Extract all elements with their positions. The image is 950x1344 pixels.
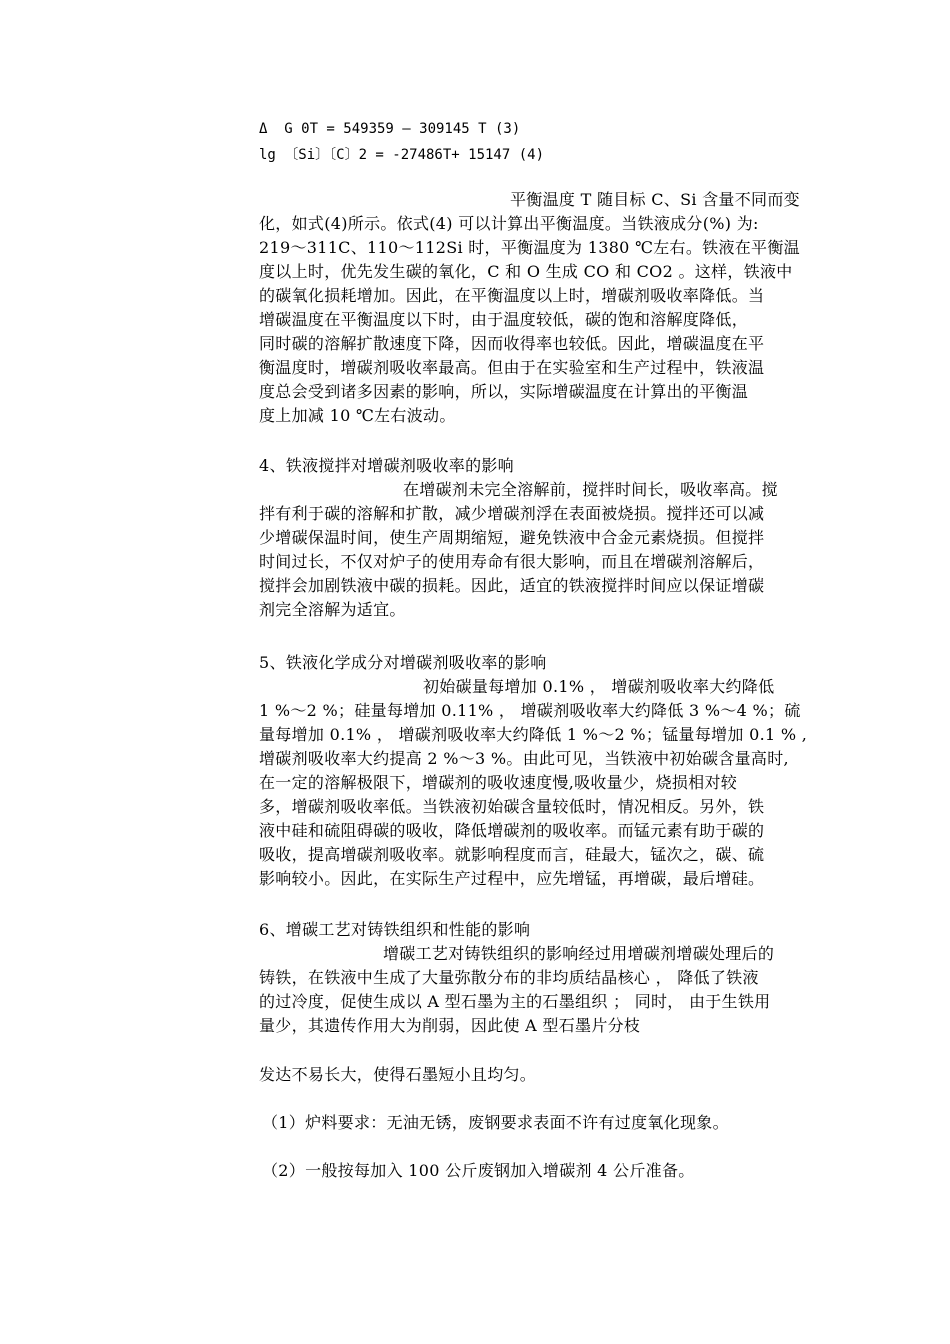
section-heading-5: 5、铁液化学成分对增碳剂吸收率的影响 xyxy=(259,653,547,672)
paragraph-line: 增碳剂吸收率大约提高 2 %～3 %。由此可见，当铁液中初始碳含量高时, xyxy=(259,749,789,768)
paragraph-line: 量少，其遗传作用大为削弱，因此使 A 型石墨片分枝 xyxy=(259,1016,641,1035)
list-item: （2）一般按每加入 100 公斤废钢加入增碳剂 4 公斤准备。 xyxy=(262,1161,695,1180)
paragraph-line: 1 %～2 %；硅量每增加 0.11% ， 增碳剂吸收率大约降低 3 %～4 %；硫 xyxy=(259,701,801,720)
paragraph-line: 剂完全溶解为适宜。 xyxy=(259,600,406,619)
paragraph-line: 铸铁，在铁液中生成了大量弥散分布的非均质结晶核心 ， 降低了铁液 xyxy=(259,968,759,987)
paragraph-line: 时间过长，不仅对炉子的使用寿命有很大影响，而且在增碳剂溶解后， xyxy=(259,552,765,571)
paragraph-line: 度总会受到诸多因素的影响，所以，实际增碳温度在计算出的平衡温 xyxy=(259,382,749,401)
paragraph-line: 量每增加 0.1% ， 增碳剂吸收率大约降低 1 %～2 %；锰量每增加 0.1 % , xyxy=(259,725,808,744)
formula-3: Δ G 0T = 549359 – 309145 T (3) xyxy=(259,121,521,137)
paragraph-line: 在增碳剂未完全溶解前，搅拌时间长，吸收率高。搅 xyxy=(403,480,778,499)
paragraph-line: 在一定的溶解极限下，增碳剂的吸收速度慢,吸收量少，烧损相对较 xyxy=(259,773,738,792)
paragraph-line: 219～311C、110～112Si 时，平衡温度为 1380 ℃左右。铁液在平衡温 xyxy=(259,238,800,257)
paragraph-line: 度上加减 10 ℃左右波动。 xyxy=(259,406,456,425)
paragraph-line: 衡温度时，增碳剂吸收率最高。但由于在实验室和生产过程中，铁液温 xyxy=(259,358,765,377)
paragraph-line: 影响较小。因此，在实际生产过程中，应先增锰，再增碳，最后增硅。 xyxy=(259,869,765,888)
paragraph-line: 增碳工艺对铸铁组织的影响经过用增碳剂增碳处理后的 xyxy=(383,944,775,963)
paragraph-line: 的过冷度，促使生成以 A 型石墨为主的石墨组织 ； 同时， 由于生铁用 xyxy=(259,992,771,1011)
paragraph-line: 初始碳量每增加 0.1% ， 增碳剂吸收率大约降低 xyxy=(423,677,775,696)
paragraph-line: 化，如式(4)所示。依式(4) 可以计算出平衡温度。当铁液成分(%) 为: xyxy=(259,214,759,233)
section-heading-4: 4、铁液搅拌对增碳剂吸收率的影响 xyxy=(259,456,514,475)
formula-4: lg 〔Si〕〔C〕2 = -27486T+ 15147 (4) xyxy=(259,147,545,163)
paragraph-line: 发达不易长大，使得石墨短小且均匀。 xyxy=(259,1065,537,1084)
paragraph-line: 平衡温度 T 随目标 C、Si 含量不同而变 xyxy=(510,190,800,209)
paragraph-line: 多，增碳剂吸收率低。当铁液初始碳含量较低时，情况相反。另外，铁 xyxy=(259,797,765,816)
paragraph-line: 吸收，提高增碳剂吸收率。就影响程度而言，硅最大，锰次之，碳、硫 xyxy=(259,845,765,864)
section-heading-6: 6、增碳工艺对铸铁组织和性能的影响 xyxy=(259,920,531,939)
list-item: （1）炉料要求：无油无锈，废钢要求表面不许有过度氧化现象。 xyxy=(262,1113,729,1132)
paragraph-line: 度以上时，优先发生碳的氧化，C 和 O 生成 CO 和 CO2 。这样，铁液中 xyxy=(259,262,793,281)
paragraph-line: 液中硅和硫阻碍碳的吸收，降低增碳剂的吸收率。而锰元素有助于碳的 xyxy=(259,821,765,840)
paragraph-line: 增碳温度在平衡温度以下时，由于温度较低，碳的饱和溶解度降低， xyxy=(259,310,749,329)
paragraph-line: 的碳氧化损耗增加。因此，在平衡温度以上时，增碳剂吸收率降低。当 xyxy=(259,286,765,305)
paragraph-line: 拌有利于碳的溶解和扩散，减少增碳剂浮在表面被烧损。搅拌还可以减 xyxy=(259,504,765,523)
paragraph-line: 少增碳保温时间，使生产周期缩短，避免铁液中合金元素烧损。但搅拌 xyxy=(259,528,765,547)
paragraph-line: 搅拌会加剧铁液中碳的损耗。因此，适宜的铁液搅拌时间应以保证增碳 xyxy=(259,576,765,595)
paragraph-line: 同时碳的溶解扩散速度下降，因而收得率也较低。因此，增碳温度在平 xyxy=(259,334,765,353)
